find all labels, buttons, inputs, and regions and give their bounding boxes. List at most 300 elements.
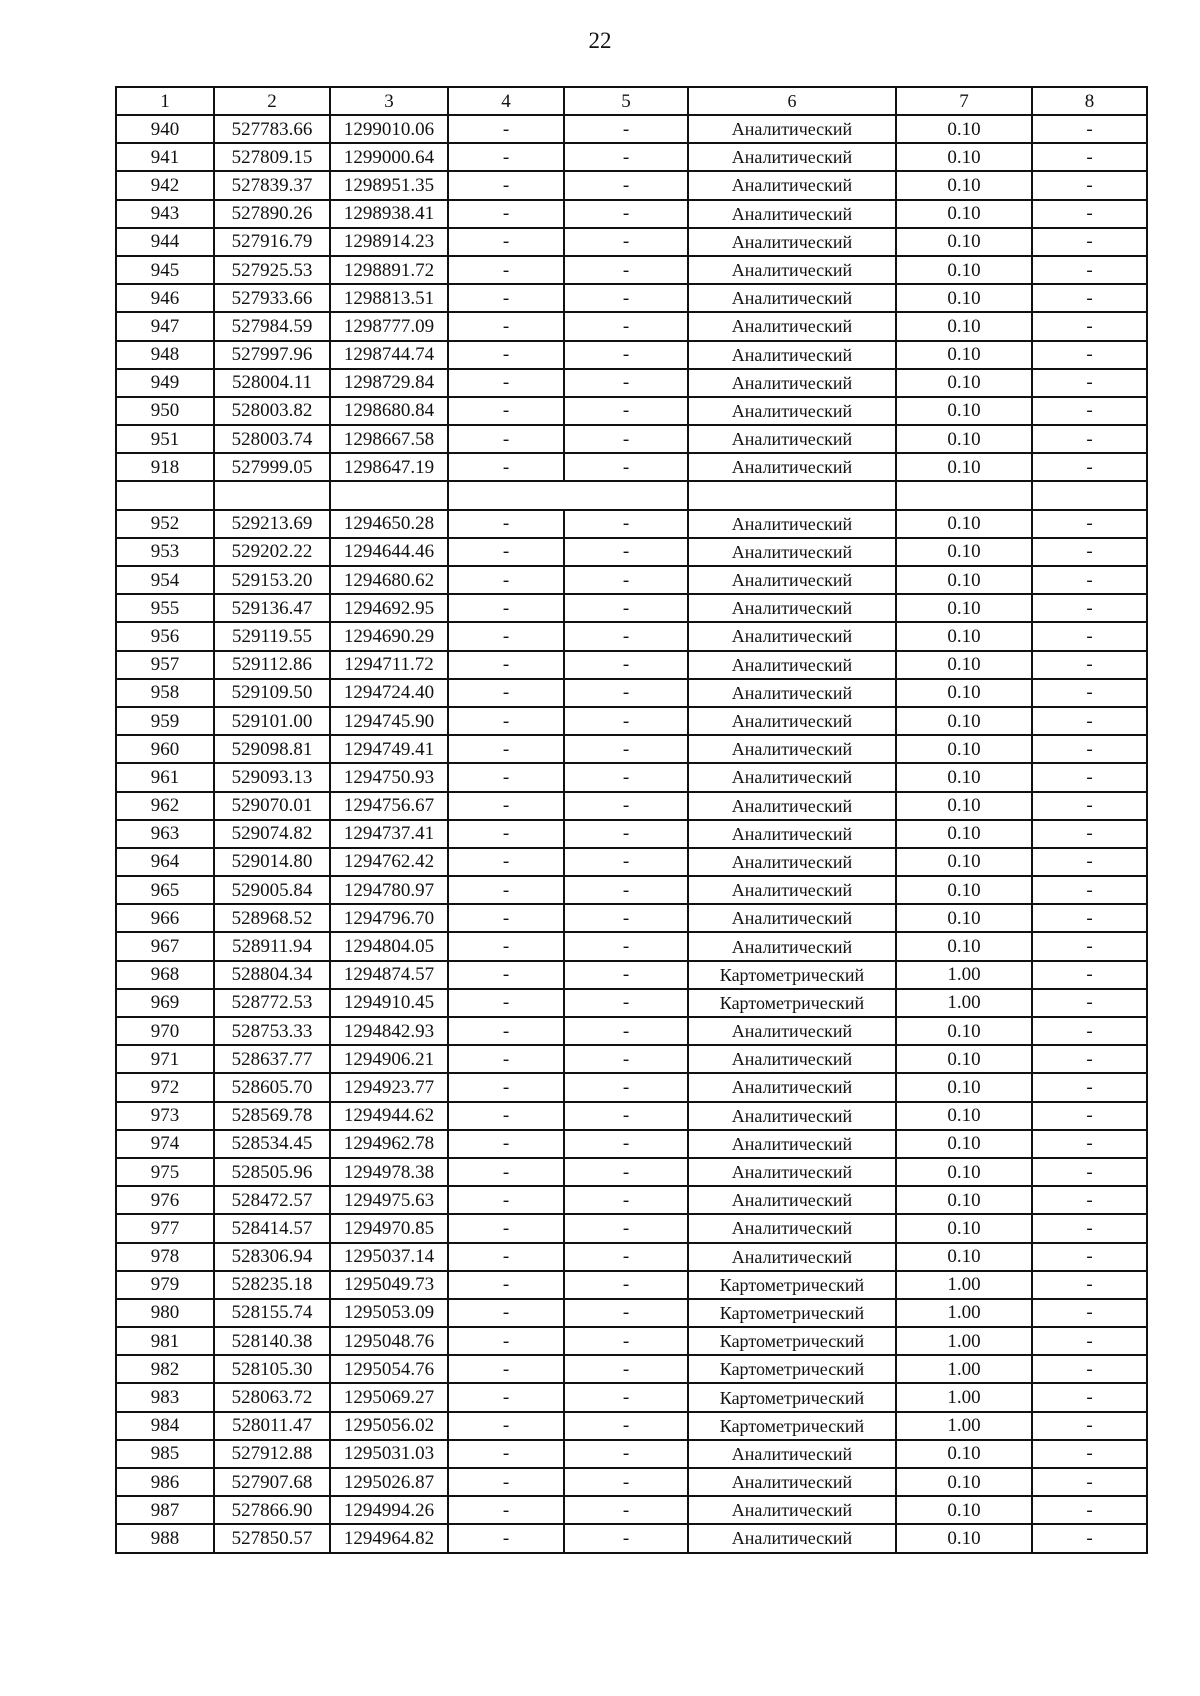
- table-cell: 1294644.46: [330, 538, 448, 566]
- table-cell: -: [1032, 538, 1147, 566]
- table-cell: Аналитический: [688, 1468, 896, 1496]
- table-cell: -: [448, 171, 564, 199]
- table-cell: 0.10: [896, 566, 1032, 594]
- table-cell: 529098.81: [214, 735, 330, 763]
- table-cell: Картометрический: [688, 1412, 896, 1440]
- table-cell: -: [564, 1073, 688, 1101]
- table-row: [116, 1214, 1147, 1242]
- table-cell: 981: [116, 1327, 214, 1355]
- table-cell: 942: [116, 171, 214, 199]
- table-cell: -: [1032, 876, 1147, 904]
- table-cell: -: [564, 735, 688, 763]
- table-cell: 1294962.78: [330, 1130, 448, 1158]
- table-cell: 528911.94: [214, 932, 330, 960]
- table-cell: 1294724.40: [330, 679, 448, 707]
- table-cell: 0.10: [896, 735, 1032, 763]
- table-cell: Аналитический: [688, 1214, 896, 1242]
- table-cell: 528155.74: [214, 1299, 330, 1327]
- table-cell: 1294842.93: [330, 1017, 448, 1045]
- table-cell: -: [1032, 1327, 1147, 1355]
- table-cell: -: [448, 1383, 564, 1411]
- table-cell: Аналитический: [688, 876, 896, 904]
- table-cell: -: [448, 1299, 564, 1327]
- table-cell: -: [448, 1468, 564, 1496]
- table-cell: -: [448, 510, 564, 538]
- table-cell: 1298744.74: [330, 341, 448, 369]
- table-row: [116, 538, 1147, 566]
- table-cell: 528772.53: [214, 989, 330, 1017]
- table-header-row: [116, 87, 1147, 115]
- table-cell: 978: [116, 1243, 214, 1271]
- table-cell: 529109.50: [214, 679, 330, 707]
- table-cell: 1.00: [896, 1383, 1032, 1411]
- table-cell: 1294692.95: [330, 594, 448, 622]
- table-cell: 0.10: [896, 679, 1032, 707]
- table-row: [116, 1271, 1147, 1299]
- table-cell: -: [1032, 1524, 1147, 1552]
- table-cell: 947: [116, 312, 214, 340]
- table-cell: -: [1032, 1468, 1147, 1496]
- table-cell: 1298680.84: [330, 397, 448, 425]
- table-cell: -: [564, 763, 688, 791]
- table-cell: -: [448, 848, 564, 876]
- table-cell: -: [564, 1299, 688, 1327]
- table-cell: 0.10: [896, 1130, 1032, 1158]
- table-cell: -: [448, 1271, 564, 1299]
- table-cell: -: [448, 763, 564, 791]
- table-cell: -: [448, 932, 564, 960]
- table-cell: 0.10: [896, 1214, 1032, 1242]
- table-cell: 528804.34: [214, 961, 330, 989]
- table-cell: [330, 481, 448, 509]
- table-cell: -: [448, 1017, 564, 1045]
- table-cell: 961: [116, 763, 214, 791]
- table-row: [116, 397, 1147, 425]
- table-row: [116, 1440, 1147, 1468]
- table-cell: 1294690.29: [330, 622, 448, 650]
- table-cell: -: [564, 707, 688, 735]
- table-cell: Аналитический: [688, 792, 896, 820]
- table-cell: 0.10: [896, 932, 1032, 960]
- table-cell: 0.10: [896, 115, 1032, 143]
- table-cell: -: [564, 820, 688, 848]
- table-cell: 940: [116, 115, 214, 143]
- table-cell: -: [1032, 228, 1147, 256]
- table-cell: -: [564, 1468, 688, 1496]
- table-cell: -: [1032, 1214, 1147, 1242]
- table-cell: -: [448, 904, 564, 932]
- table-cell: [448, 481, 564, 509]
- table-cell: 0.10: [896, 904, 1032, 932]
- table-cell: 1299010.06: [330, 115, 448, 143]
- table-cell: 959: [116, 707, 214, 735]
- table-cell: -: [564, 622, 688, 650]
- table-cell: [688, 481, 896, 509]
- table-row: [116, 1383, 1147, 1411]
- table-cell: 0.10: [896, 228, 1032, 256]
- table-cell: 0.10: [896, 1468, 1032, 1496]
- table-cell: Аналитический: [688, 735, 896, 763]
- table-cell: -: [1032, 1045, 1147, 1073]
- table-cell: -: [1032, 341, 1147, 369]
- table-cell: 1298914.23: [330, 228, 448, 256]
- table-cell: 1294975.63: [330, 1186, 448, 1214]
- table-cell: 528472.57: [214, 1186, 330, 1214]
- table-cell: 529005.84: [214, 876, 330, 904]
- table-cell: -: [1032, 904, 1147, 932]
- table-cell: Аналитический: [688, 651, 896, 679]
- table-cell: 527912.88: [214, 1440, 330, 1468]
- table-cell: 1294749.41: [330, 735, 448, 763]
- table-cell: 1294874.57: [330, 961, 448, 989]
- table-cell: 528105.30: [214, 1355, 330, 1383]
- table-cell: 952: [116, 510, 214, 538]
- table-cell: 1294923.77: [330, 1073, 448, 1101]
- table-cell: Картометрический: [688, 1299, 896, 1327]
- table-cell: Аналитический: [688, 932, 896, 960]
- table-cell: -: [1032, 1243, 1147, 1271]
- table-cell: 529213.69: [214, 510, 330, 538]
- table-cell: 1294680.62: [330, 566, 448, 594]
- table-cell: 965: [116, 876, 214, 904]
- table-cell: 1299000.64: [330, 143, 448, 171]
- table-cell: 1294762.42: [330, 848, 448, 876]
- table-cell: 527925.53: [214, 256, 330, 284]
- table-row: [116, 143, 1147, 171]
- table-cell: -: [1032, 848, 1147, 876]
- table-cell: 528968.52: [214, 904, 330, 932]
- table-cell: 0.10: [896, 369, 1032, 397]
- table-cell: -: [564, 228, 688, 256]
- table-cell: 0.10: [896, 1524, 1032, 1552]
- table-cell: 527916.79: [214, 228, 330, 256]
- table-cell: 0.10: [896, 425, 1032, 453]
- table-row: [116, 453, 1147, 481]
- table-cell: -: [448, 679, 564, 707]
- table-cell: -: [448, 961, 564, 989]
- table-cell: -: [448, 876, 564, 904]
- table-cell: Аналитический: [688, 904, 896, 932]
- table-cell: 1295037.14: [330, 1243, 448, 1271]
- table-cell: 0.10: [896, 200, 1032, 228]
- table-cell: 528505.96: [214, 1158, 330, 1186]
- table-cell: -: [564, 1017, 688, 1045]
- table-cell: 949: [116, 369, 214, 397]
- table-cell: 982: [116, 1355, 214, 1383]
- table-cell: 1.00: [896, 1412, 1032, 1440]
- table-cell: Аналитический: [688, 622, 896, 650]
- table-cell: 969: [116, 989, 214, 1017]
- table-row: [116, 904, 1147, 932]
- column-header-1: 1: [116, 87, 214, 115]
- table-cell: 528003.74: [214, 425, 330, 453]
- table-cell: -: [564, 1524, 688, 1552]
- table-cell: 1294750.93: [330, 763, 448, 791]
- table-cell: 967: [116, 932, 214, 960]
- table-cell: 1295054.76: [330, 1355, 448, 1383]
- table-cell: -: [1032, 1440, 1147, 1468]
- table-cell: 529202.22: [214, 538, 330, 566]
- table-row: [116, 1158, 1147, 1186]
- table-cell: -: [448, 1440, 564, 1468]
- table-row: [116, 200, 1147, 228]
- table-row: [116, 1073, 1147, 1101]
- table-cell: 528063.72: [214, 1383, 330, 1411]
- table-cell: 529136.47: [214, 594, 330, 622]
- table-cell: 528534.45: [214, 1130, 330, 1158]
- table-cell: 954: [116, 566, 214, 594]
- table-cell: 1.00: [896, 1327, 1032, 1355]
- table-cell: Аналитический: [688, 369, 896, 397]
- table-row: [116, 312, 1147, 340]
- table-cell: 527984.59: [214, 312, 330, 340]
- table-cell: 528753.33: [214, 1017, 330, 1045]
- table-cell: 966: [116, 904, 214, 932]
- table-cell: 0.10: [896, 848, 1032, 876]
- column-header-3: 3: [330, 87, 448, 115]
- table-cell: 956: [116, 622, 214, 650]
- table-cell: -: [564, 1496, 688, 1524]
- table-cell: Аналитический: [688, 1524, 896, 1552]
- table-cell: -: [1032, 1299, 1147, 1327]
- table-cell: 528140.38: [214, 1327, 330, 1355]
- table-cell: -: [448, 1327, 564, 1355]
- table-cell: 0.10: [896, 171, 1032, 199]
- table-cell: -: [564, 1271, 688, 1299]
- table-cell: 1294756.67: [330, 792, 448, 820]
- table-cell: -: [1032, 1383, 1147, 1411]
- table-cell: Аналитический: [688, 256, 896, 284]
- table-cell: 1295049.73: [330, 1271, 448, 1299]
- table-cell: 528569.78: [214, 1102, 330, 1130]
- table-cell: -: [448, 1186, 564, 1214]
- table-row: [116, 228, 1147, 256]
- table-row: [116, 651, 1147, 679]
- table-cell: 1294745.90: [330, 707, 448, 735]
- table-cell: -: [1032, 171, 1147, 199]
- table-cell: 1.00: [896, 1271, 1032, 1299]
- table-cell: Аналитический: [688, 1017, 896, 1045]
- table-cell: -: [1032, 115, 1147, 143]
- table-cell: Аналитический: [688, 679, 896, 707]
- table-cell: 528605.70: [214, 1073, 330, 1101]
- table-cell: 529119.55: [214, 622, 330, 650]
- table-cell: -: [1032, 679, 1147, 707]
- table-row: [116, 115, 1147, 143]
- table-cell: -: [448, 622, 564, 650]
- table-cell: 962: [116, 792, 214, 820]
- table-cell: Аналитический: [688, 848, 896, 876]
- table-cell: 1.00: [896, 1299, 1032, 1327]
- table-cell: -: [448, 594, 564, 622]
- table-cell: 0.10: [896, 1243, 1032, 1271]
- table-cell: -: [1032, 651, 1147, 679]
- table-cell: 983: [116, 1383, 214, 1411]
- table-row: [116, 707, 1147, 735]
- table-cell: 0.10: [896, 594, 1032, 622]
- table-row: [116, 932, 1147, 960]
- table-cell: 1295031.03: [330, 1440, 448, 1468]
- table-cell: -: [1032, 397, 1147, 425]
- table-cell: Аналитический: [688, 425, 896, 453]
- table-cell: -: [1032, 1102, 1147, 1130]
- table-cell: 0.10: [896, 792, 1032, 820]
- table-cell: -: [1032, 1355, 1147, 1383]
- table-row: [116, 566, 1147, 594]
- table-cell: 1.00: [896, 961, 1032, 989]
- table-cell: 0.10: [896, 651, 1032, 679]
- table-cell: 957: [116, 651, 214, 679]
- table-cell: Аналитический: [688, 200, 896, 228]
- table-cell: -: [564, 341, 688, 369]
- table-cell: 1298777.09: [330, 312, 448, 340]
- table-row: [116, 1524, 1147, 1552]
- table-cell: 0.10: [896, 622, 1032, 650]
- table-cell: 971: [116, 1045, 214, 1073]
- table-cell: Аналитический: [688, 1440, 896, 1468]
- table-cell: 527890.26: [214, 200, 330, 228]
- table-cell: Картометрический: [688, 1271, 896, 1299]
- table-cell: 0.10: [896, 1158, 1032, 1186]
- table-cell: 1298938.41: [330, 200, 448, 228]
- table-cell: 953: [116, 538, 214, 566]
- table-cell: -: [564, 143, 688, 171]
- table-cell: 0.10: [896, 538, 1032, 566]
- table-cell: 528235.18: [214, 1271, 330, 1299]
- table-row: [116, 763, 1147, 791]
- column-header-5: 5: [564, 87, 688, 115]
- table-row: [116, 1045, 1147, 1073]
- table-cell: -: [1032, 594, 1147, 622]
- table-cell: 529070.01: [214, 792, 330, 820]
- table-cell: -: [1032, 369, 1147, 397]
- table-cell: 529101.00: [214, 707, 330, 735]
- table-cell: Аналитический: [688, 510, 896, 538]
- table-cell: Аналитический: [688, 538, 896, 566]
- table-cell: 951: [116, 425, 214, 453]
- table-cell: 0.10: [896, 1496, 1032, 1524]
- table-cell: 1294994.26: [330, 1496, 448, 1524]
- table-cell: -: [448, 115, 564, 143]
- table-cell: 529112.86: [214, 651, 330, 679]
- table-cell: -: [564, 200, 688, 228]
- table-cell: -: [448, 1158, 564, 1186]
- table-cell: 1294906.21: [330, 1045, 448, 1073]
- table-cell: -: [1032, 735, 1147, 763]
- table-cell: -: [448, 1073, 564, 1101]
- table-cell: -: [564, 1102, 688, 1130]
- table-cell: -: [564, 1383, 688, 1411]
- table-cell: 974: [116, 1130, 214, 1158]
- table-cell: -: [1032, 200, 1147, 228]
- table-cell: 1298951.35: [330, 171, 448, 199]
- table-cell: Аналитический: [688, 312, 896, 340]
- table-cell: 1295048.76: [330, 1327, 448, 1355]
- coordinates-table: [115, 86, 1148, 1554]
- table-cell: -: [448, 453, 564, 481]
- table-cell: -: [1032, 312, 1147, 340]
- table-cell: -: [448, 1524, 564, 1552]
- table-cell: -: [448, 425, 564, 453]
- table-cell: Аналитический: [688, 1158, 896, 1186]
- table-cell: 970: [116, 1017, 214, 1045]
- table-cell: 972: [116, 1073, 214, 1101]
- table-cell: Аналитический: [688, 1243, 896, 1271]
- table-cell: 1295026.87: [330, 1468, 448, 1496]
- table-cell: -: [448, 792, 564, 820]
- table-cell: 944: [116, 228, 214, 256]
- table-cell: -: [564, 932, 688, 960]
- table-cell: -: [564, 1355, 688, 1383]
- table-cell: 528637.77: [214, 1045, 330, 1073]
- table-cell: Картометрический: [688, 989, 896, 1017]
- table-cell: 1294737.41: [330, 820, 448, 848]
- table-cell: 1298891.72: [330, 256, 448, 284]
- table-cell: 1294970.85: [330, 1214, 448, 1242]
- table-cell: -: [564, 453, 688, 481]
- column-header-8: 8: [1032, 87, 1147, 115]
- table-cell: 976: [116, 1186, 214, 1214]
- table-cell: -: [1032, 425, 1147, 453]
- table-cell: 1294964.82: [330, 1524, 448, 1552]
- table-cell: -: [1032, 510, 1147, 538]
- table-cell: Аналитический: [688, 1073, 896, 1101]
- table-cell: 0.10: [896, 256, 1032, 284]
- table-row: [116, 594, 1147, 622]
- table-cell: -: [448, 735, 564, 763]
- table-cell: 0.10: [896, 143, 1032, 171]
- table-cell: -: [564, 1045, 688, 1073]
- table-row: [116, 341, 1147, 369]
- table-cell: 975: [116, 1158, 214, 1186]
- table-cell: Картометрический: [688, 1355, 896, 1383]
- table-cell: -: [564, 115, 688, 143]
- table-cell: Аналитический: [688, 1045, 896, 1073]
- table-cell: -: [564, 989, 688, 1017]
- table-cell: -: [448, 143, 564, 171]
- table-cell: -: [564, 679, 688, 707]
- table-cell: -: [1032, 763, 1147, 791]
- table-cell: -: [564, 1158, 688, 1186]
- table-cell: 984: [116, 1412, 214, 1440]
- table-cell: Аналитический: [688, 1186, 896, 1214]
- table-cell: 968: [116, 961, 214, 989]
- table-cell: 988: [116, 1524, 214, 1552]
- table-cell: 0.10: [896, 876, 1032, 904]
- table-cell: -: [448, 1412, 564, 1440]
- table-cell: 964: [116, 848, 214, 876]
- table-cell: -: [564, 1327, 688, 1355]
- table-cell: 527999.05: [214, 453, 330, 481]
- table-cell: Аналитический: [688, 763, 896, 791]
- table-cell: -: [564, 876, 688, 904]
- table-cell: Картометрический: [688, 1383, 896, 1411]
- table-cell: -: [564, 425, 688, 453]
- table-cell: 955: [116, 594, 214, 622]
- table-cell: -: [1032, 622, 1147, 650]
- table-cell: -: [1032, 1412, 1147, 1440]
- table-cell: 0.10: [896, 820, 1032, 848]
- table-cell: -: [1032, 707, 1147, 735]
- table-cell: Аналитический: [688, 284, 896, 312]
- table-cell: 1.00: [896, 989, 1032, 1017]
- table-cell: 0.10: [896, 1440, 1032, 1468]
- table-cell: 529014.80: [214, 848, 330, 876]
- table-cell: 527783.66: [214, 115, 330, 143]
- table-cell: -: [448, 228, 564, 256]
- table-cell: 948: [116, 341, 214, 369]
- table-cell: 963: [116, 820, 214, 848]
